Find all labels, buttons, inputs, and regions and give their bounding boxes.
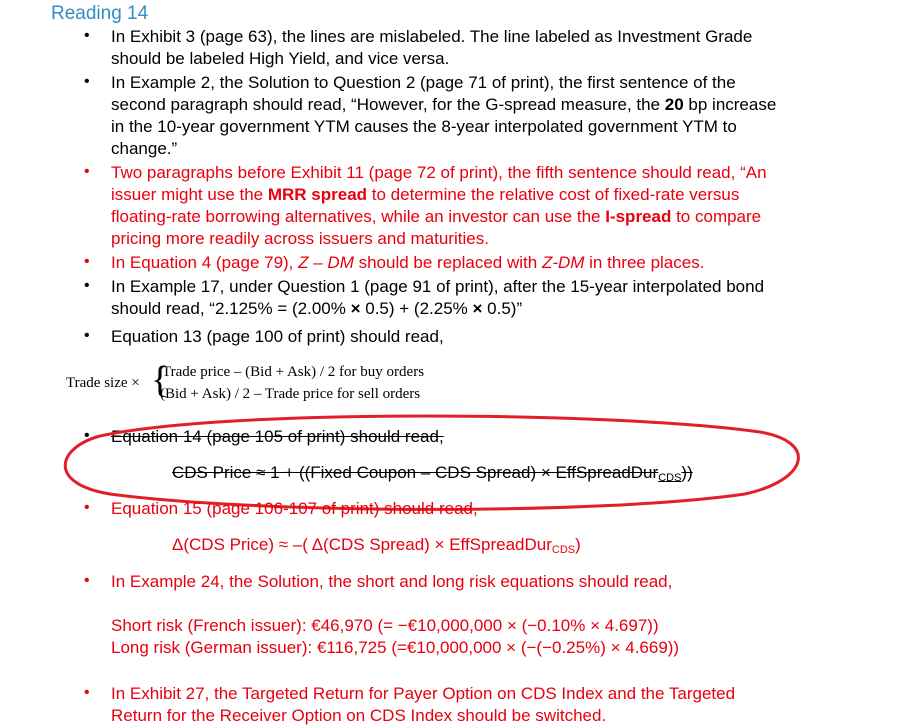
exhibit11-line-2: issuer might use the MRR spread to determine the relative cost of fixed-rate versus [111,185,740,204]
bullet-exhibit27: • [84,684,90,701]
equation14-formula: CDS Price ≈ 1 + ((Fixed Coupon – CDS Spread) × EffSpreadDur$_{CDS}$)) [172,463,693,484]
exhibit11-line-1: Two paragraphs before Exhibit 11 (page 72 of print), the fifth sentence should read, “An [111,163,767,182]
long-risk-line: Long risk (German issuer): €116,725 (=€10,000,000 × (−(−0.25%) × 4.669)) [111,638,680,657]
exhibit11-line-3: floating-rate borrowing alternatives, while an investor can use the I-spread to compare [111,207,762,226]
reading-heading: Reading 14 [51,3,149,24]
bullet-equation15: • [84,499,90,516]
example2-line-3: in the 10-year government YTM causes the 8-year interpolated government YTM to [111,117,737,136]
exhibit3-line-1: In Exhibit 3 (page 63), the lines are mislabeled. The line labeled as Investment Grade [111,27,753,46]
trade-size-lhs: Trade size × [66,375,140,391]
formula-row-sell: (Bid + Ask) / 2 – Trade price for sell orders [160,386,421,402]
example2-line-4: change.” [111,139,178,158]
example2-line-2: second paragraph should read, “However, for the G-spread measure, the 20 bp increase [111,95,777,114]
example17-line-1: In Example 17, under Question 1 (page 91 of print), after the 15-year interpolated bond [111,277,765,296]
formula-row-buy: Trade price – (Bid + Ask) / 2 for buy orders [162,364,425,380]
equation13-line: Equation 13 (page 100 of print) should read, [111,327,444,346]
equation14-line: Equation 14 (page 105 of print) should read, [111,427,444,446]
bullet-exhibit11: • [84,163,90,180]
exhibit3-line-2: should be labeled High Yield, and vice versa. [111,49,450,68]
equation4-line: In Equation 4 (page 79), Z – DM should be replaced with Z-DM in three places. [111,253,705,272]
bullet-equation4: • [84,253,90,270]
formula-brace: { [151,359,170,401]
exhibit11-line-4: pricing more readily across issuers and maturities. [111,229,489,248]
example2-line-1: In Example 2, the Solution to Question 2 (page 71 of print), the first sentence of the [111,73,736,92]
bullet-example17: • [84,277,90,294]
bullet-exhibit3: • [84,27,90,44]
equation15-formula: Δ(CDS Price) ≈ –( Δ(CDS Spread) × EffSpreadDur$_{CDS}$) [172,535,581,556]
bullet-equation13: • [84,327,90,344]
example24-line: In Example 24, the Solution, the short and long risk equations should read, [111,572,673,591]
bullet-example24: • [84,572,90,589]
exhibit27-line-1: In Exhibit 27, the Targeted Return for Payer Option on CDS Index and the Targeted [111,684,736,703]
equation15-line: Equation 15 (page 106-107 of print) should read, [111,499,478,518]
bullet-example2: • [84,73,90,90]
example17-line-2: should read, “2.125% = (2.00% × 0.5) + (2.25% × 0.5)” [111,299,523,318]
bullet-equation14: • [84,427,90,444]
exhibit27-line-2: Return for the Receiver Option on CDS Index should be switched. [111,706,607,725]
short-risk-line: Short risk (French issuer): €46,970 (= −€10,000,000 × (−0.10% × 4.697)) [111,616,659,635]
